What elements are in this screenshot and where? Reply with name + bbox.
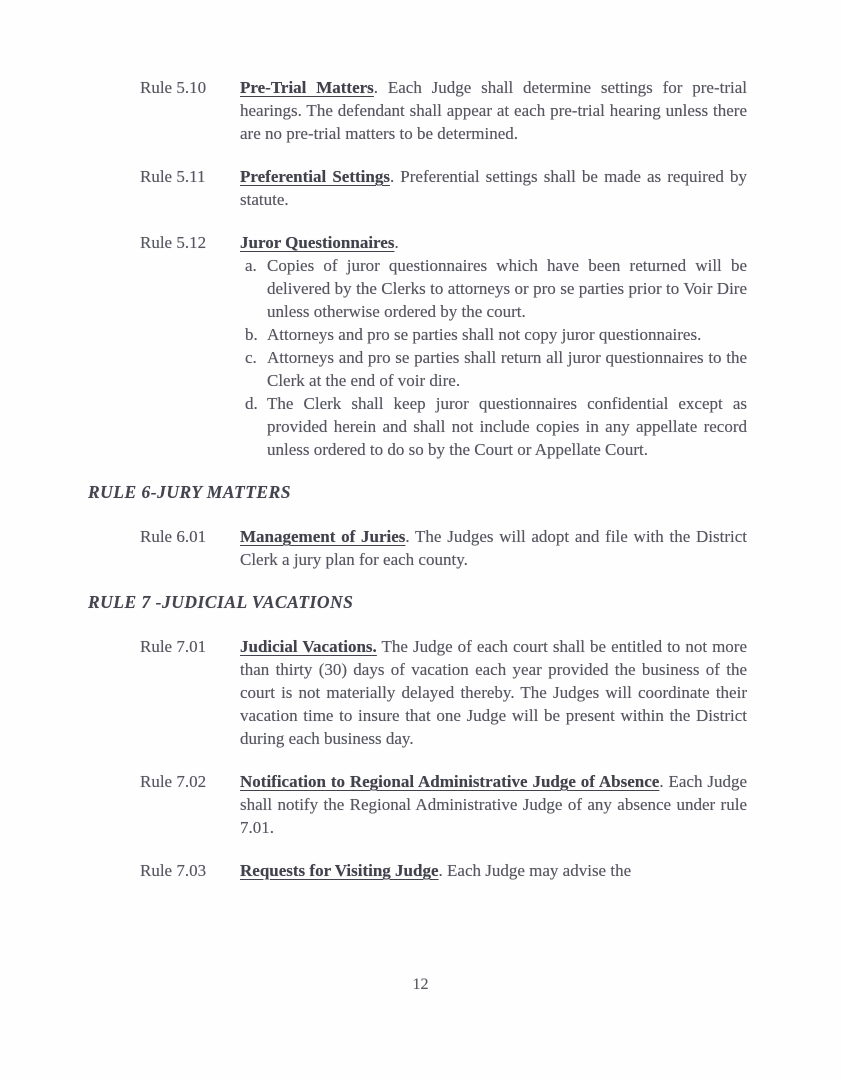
rule-body — [240, 859, 747, 882]
rule-entry-5-11 — [140, 165, 747, 211]
list-item-text: The Clerk shall keep juror questionnaires confidential except as provided herein and shall not include copies in any appellate record unless ordered to do so by the Court or Appellate Court. — [267, 394, 747, 459]
rule-body — [240, 770, 747, 839]
list-item-text: Attorneys and pro se parties shall not copy juror questionnaires. — [267, 325, 702, 344]
rule-heading: Management of Juries — [240, 527, 406, 546]
rule-heading: Requests for Visiting Judge — [240, 861, 439, 880]
rule-text: . Each Judge shall notify the Regional Administrative Judge of any absence under rule 7.01. — [240, 772, 747, 837]
rule-paragraph — [240, 525, 747, 571]
rule-paragraph — [240, 231, 747, 254]
rule-body — [240, 525, 747, 571]
rule-body — [240, 231, 747, 461]
list-item-text: Copies of juror questionnaires which have been returned will be delivered by the Clerks to attorneys or pro se parties prior to Voir Dire unless otherwise ordered by the court. — [267, 256, 747, 321]
rule-entry-6-01 — [140, 525, 747, 571]
rule-text: The Judge of each court shall be entitled to not more than thirty (30) days of vacation each year provided the business of the court is not materially delayed thereby. The Judges will coordinate their vacation time to insure that one Judge will be present within the District during each business day. — [240, 637, 747, 748]
rule-paragraph — [240, 859, 747, 882]
rule-entry-7-03 — [140, 859, 747, 882]
rule-heading: Juror Questionnaires — [240, 233, 395, 252]
rule-text: . — [394, 233, 399, 252]
rule-sub-list — [245, 254, 747, 461]
rule-entry-7-01 — [140, 635, 747, 750]
rule-body — [240, 76, 747, 145]
rule-paragraph — [240, 770, 747, 839]
rule-paragraph — [240, 76, 747, 145]
list-item-letter: c. — [245, 348, 257, 367]
rule-number: Rule 6.01 — [140, 527, 207, 546]
rule-heading: Notification to Regional Administrative Judge of Absence — [240, 772, 660, 791]
rule-number: Rule 5.11 — [140, 167, 206, 186]
rule-number: Rule 7.02 — [140, 772, 207, 791]
rule-body — [240, 635, 747, 750]
list-item-letter: a. — [245, 256, 257, 275]
list-item-text: Attorneys and pro se parties shall return all juror questionnaires to the Clerk at the end of voir dire. — [267, 348, 747, 390]
rule-entry-7-02 — [140, 770, 747, 839]
rule-text: . The Judges will adopt and file with the District Clerk a jury plan for each county. — [240, 527, 747, 569]
section-heading-rule-6: RULE 6-JURY MATTERS — [88, 482, 292, 502]
rule-text: . Preferential settings shall be made as required by statute. — [240, 167, 747, 209]
rule-body — [240, 165, 747, 211]
section-heading-rule-7: RULE 7 -JUDICIAL VACATIONS — [88, 592, 354, 612]
rule-number: Rule 5.10 — [140, 78, 207, 97]
rule-number: Rule 7.01 — [140, 637, 207, 656]
rule-heading: Pre-Trial Matters — [240, 78, 374, 97]
rule-entry-5-12 — [140, 231, 747, 461]
rule-paragraph — [240, 635, 747, 750]
rule-paragraph — [240, 165, 747, 211]
list-item-letter: d. — [245, 394, 258, 413]
list-item-a — [245, 254, 747, 323]
rule-text: . Each Judge shall determine settings for pre-trial hearings. The defendant shall appear at each pre-trial hearing unless there are no pre-trial matters to be determined. — [240, 78, 747, 143]
list-item-letter: b. — [245, 325, 258, 344]
page-number: 12 — [412, 976, 429, 993]
rule-number: Rule 7.03 — [140, 861, 207, 880]
rule-number: Rule 5.12 — [140, 233, 207, 252]
list-item-c — [245, 346, 747, 392]
rule-entry-5-10 — [140, 76, 747, 145]
list-item-d — [245, 392, 747, 461]
rule-heading: Judicial Vacations. — [240, 637, 377, 656]
rule-text: . Each Judge may advise the — [438, 861, 632, 880]
rule-heading: Preferential Settings — [240, 167, 390, 186]
list-item-b — [245, 323, 747, 346]
